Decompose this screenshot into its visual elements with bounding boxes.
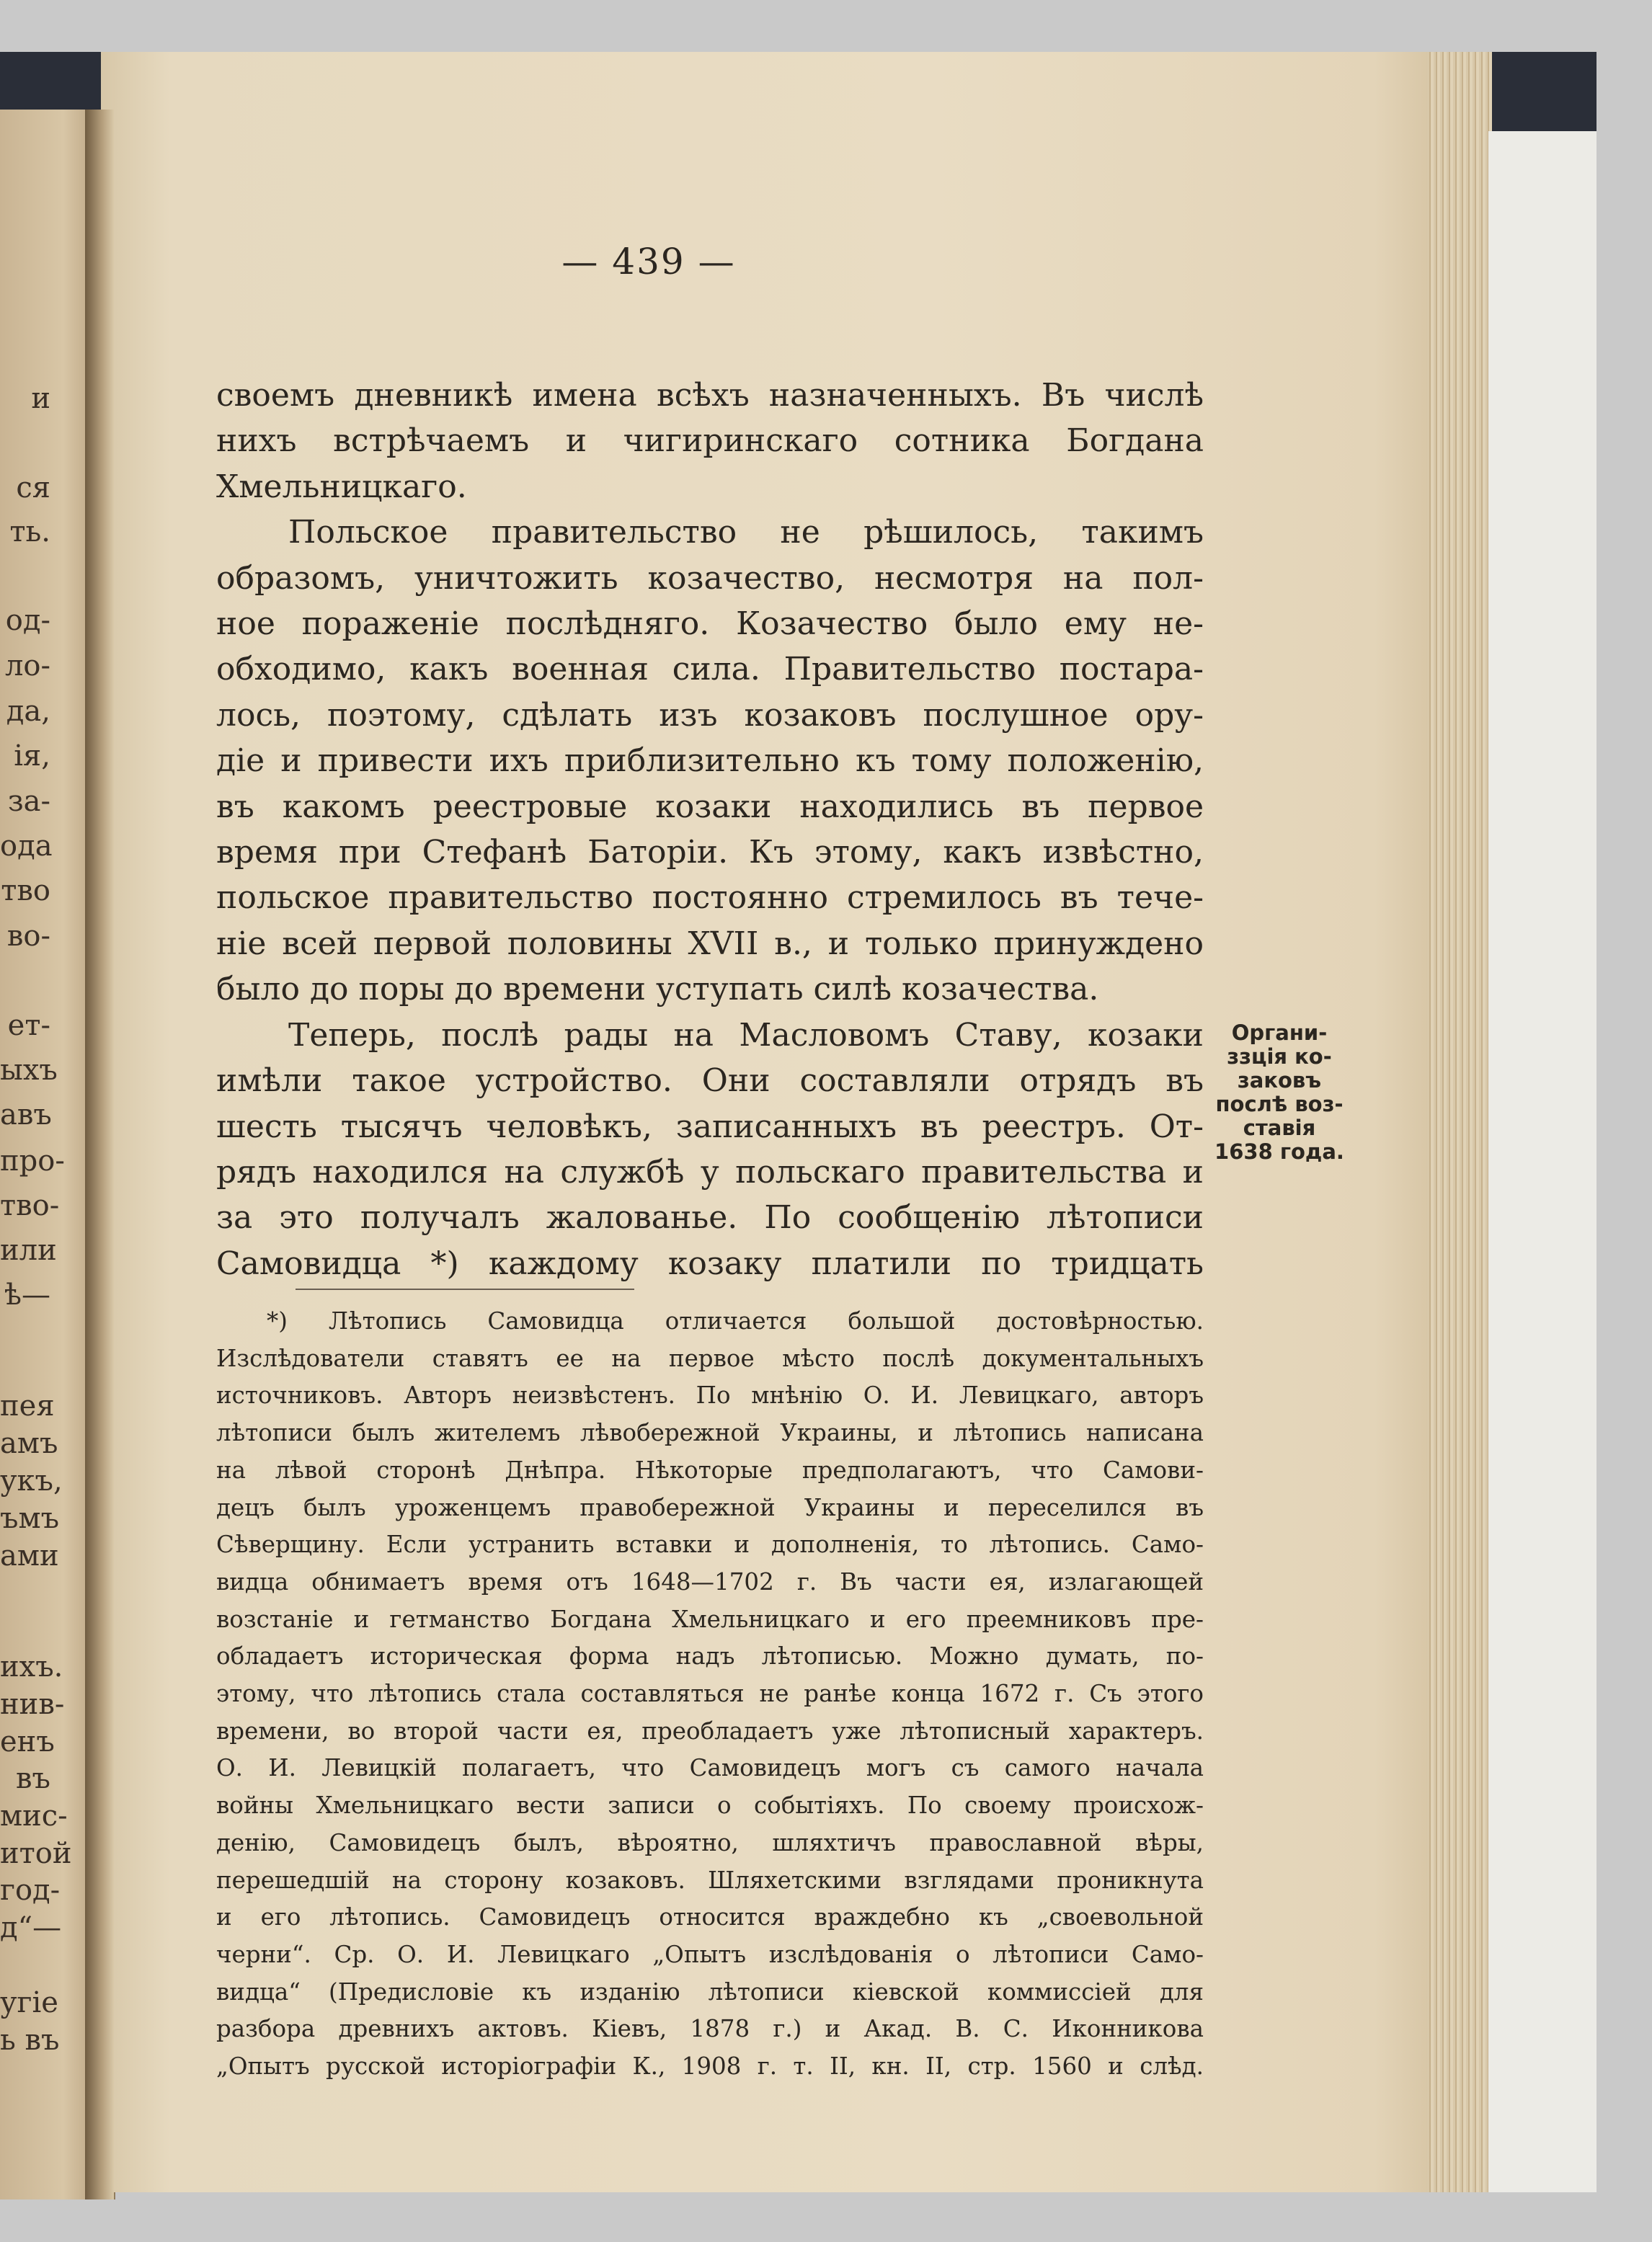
- footnote-line: обладаетъ историческая форма надъ лѣтописью. Можно думать, по-: [216, 1642, 1204, 1671]
- footnote-line: „Опытъ русской исторіографіи К., 1908 г. т. II, кн. II, стр. 1560 и слѣд.: [216, 2052, 1204, 2081]
- margin-note: [1200, 1021, 1359, 1164]
- footnote-line: времени, во второй части ея, преобладаетъ уже лѣтописный характеръ.: [216, 1717, 1204, 1745]
- left-page-fragment: енъ: [0, 1725, 55, 1758]
- left-page-fragment: ихъ.: [0, 1650, 63, 1683]
- left-page-fragment: да,: [6, 695, 50, 728]
- text-line: въ какомъ реестровые козаки находились въ первое: [216, 788, 1204, 825]
- text-line: польское правительство постоянно стремилось въ тече-: [216, 879, 1204, 917]
- left-page-fragment: итой: [0, 1837, 72, 1870]
- left-page-fragment: угіе: [0, 1986, 58, 2019]
- left-page-fragment: или: [0, 1234, 57, 1267]
- left-page-fragment: мис-: [0, 1800, 68, 1833]
- text-line: время при Стефанѣ Баторіи. Къ этому, какъ извѣстно,: [216, 834, 1204, 871]
- left-page-fragment: ет-: [7, 1009, 50, 1042]
- footnote-line: черни“. Ср. О. И. Левицкаго „Опытъ изслѣдованія о лѣтописи Само-: [216, 1940, 1204, 1968]
- text-line: нихъ встрѣчаемъ и чигиринскаго сотника Богдана: [216, 422, 1204, 460]
- footnote-line: и его лѣтопись. Самовидецъ относится враждебно къ „своевольной: [216, 1903, 1204, 1931]
- footnote-line: перешедшій на сторону козаковъ. Шляхетскими взглядами проникнута: [216, 1866, 1204, 1894]
- footnote-line: О. И. Левицкій полагаетъ, что Самовидецъ могъ съ самого начала: [216, 1754, 1204, 1782]
- text-line: Польское правительство не рѣшилось, такимъ: [288, 514, 1204, 551]
- left-page-fragment: од-: [5, 604, 50, 637]
- text-line: ніе всей первой половины XVII в., и только принуждено: [216, 925, 1204, 962]
- margin-note-line: заковъ: [1237, 1068, 1322, 1093]
- footnote-line: видца“ (Предисловіе къ изданію лѣтописи кіевской коммиссіей для: [216, 1978, 1204, 2006]
- footnote-line: Сѣверщину. Если устранить вставки и дополненія, то лѣтопись. Само-: [216, 1531, 1204, 1559]
- text-line: своемъ дневникѣ имена всѣхъ назначенныхъ. Въ числѣ: [216, 377, 1204, 414]
- left-page-fragment: про-: [0, 1144, 65, 1178]
- text-line: имѣли такое устройство. Они составляли отрядъ въ: [216, 1062, 1204, 1100]
- footnote-separator: [296, 1289, 634, 1290]
- footnote-line: децъ былъ уроженцемъ правобережной Украины и переселился въ: [216, 1493, 1204, 1521]
- left-page-fragment: и: [31, 382, 50, 415]
- left-page-fragment: пея: [0, 1389, 55, 1423]
- left-page-fragment: нив-: [0, 1688, 65, 1721]
- left-page-fragment: тво: [1, 874, 50, 907]
- left-page-fragment: укъ,: [0, 1464, 63, 1498]
- left-page-fragment: ло-: [4, 649, 50, 682]
- footnote-line: Изслѣдователи ставятъ ее на первое мѣсто послѣ документальныхъ: [216, 1344, 1204, 1372]
- margin-note-line: Органи-: [1231, 1020, 1328, 1045]
- book-page: [101, 52, 1485, 2192]
- left-page-fragment: ѣ—: [4, 1278, 50, 1312]
- footnote-line: войны Хмельницкаго вести записи о событіяхъ. По своему происхож-: [216, 1792, 1204, 1820]
- text-line: Хмельницкаго.: [216, 468, 467, 505]
- margin-note-line: ззція ко-: [1227, 1044, 1332, 1069]
- left-page-fragment: ода: [0, 829, 53, 863]
- left-page-fragment: ыхъ: [0, 1054, 58, 1087]
- footnote-line: на лѣвой сторонѣ Днѣпра. Нѣкоторые предполагаютъ, что Самови-: [216, 1456, 1204, 1484]
- left-page-fragment: тво-: [0, 1189, 60, 1222]
- footnote-line: этому, что лѣтопись стала составляться не ранѣе конца 1672 г. Съ этого: [216, 1680, 1204, 1708]
- left-page-fragment: за-: [7, 785, 50, 818]
- text-line: за это получалъ жалованье. По сообщенію лѣтописи: [216, 1199, 1204, 1237]
- footnote-line: лѣтописи былъ жителемъ лѣвобережной Украины, и лѣтопись написана: [216, 1419, 1204, 1447]
- footnote-line: видца обнимаетъ время отъ 1648—1702 г. Въ части ея, излагающей: [216, 1567, 1204, 1596]
- left-page-fragment: ся: [16, 471, 50, 504]
- text-line: шесть тысячъ человѣкъ, записанныхъ въ реестръ. От-: [216, 1108, 1204, 1145]
- text-line: образомъ, уничтожить козачество, несмотря на пол-: [216, 559, 1204, 597]
- text-line: Самовидца *) каждому козаку платили по тридцать: [216, 1245, 1204, 1282]
- main-text: [216, 373, 1204, 1286]
- text-line: діе и привести ихъ приблизительно къ тому положенію,: [216, 742, 1204, 780]
- footnote-line: возстаніе и гетманство Богдана Хмельницкаго и его преемниковъ пре-: [216, 1605, 1204, 1633]
- footnote-line: *) Лѣтопись Самовидца отличается большой достовѣрностью.: [267, 1307, 1204, 1335]
- left-page-fragment: въ: [16, 1762, 50, 1795]
- text-line: обходимо, какъ военная сила. Правительство постара-: [216, 651, 1204, 688]
- left-page-fragment: авъ: [0, 1098, 52, 1131]
- left-page-fragment: год-: [0, 1874, 61, 1907]
- left-page-fragment: ь въ: [0, 2024, 60, 2057]
- footnote-line: источниковъ. Авторъ неизвѣстенъ. По мнѣнію О. И. Левицкаго, авторъ: [216, 1382, 1204, 1410]
- margin-note-line: послѣ воз-: [1215, 1092, 1344, 1116]
- page-scan: [0, 52, 1597, 2192]
- left-page-fragment: амъ: [0, 1427, 58, 1460]
- book-gutter: [85, 110, 114, 2199]
- margin-note-line: 1638 года.: [1214, 1139, 1344, 1164]
- footnote: [216, 1303, 1204, 2086]
- text-line: ное пораженіе послѣдняго. Козачество было ему не-: [216, 605, 1204, 643]
- footnote-line: разбора древнихъ актовъ. Кіевъ, 1878 г.) и Акад. В. С. Иконникова: [216, 2015, 1204, 2043]
- text-line: Теперь, послѣ рады на Масловомъ Ставу, козаки: [288, 1016, 1204, 1054]
- text-line: рядъ находился на службѣ у польскаго правительства и: [216, 1153, 1204, 1191]
- background-surface: [1488, 131, 1597, 2192]
- margin-note-line: ставія: [1243, 1116, 1316, 1140]
- text-line: было до поры до времени уступать силѣ козачества.: [216, 971, 1099, 1008]
- left-page-fragment: во-: [6, 920, 50, 953]
- footnote-line: денію, Самовидецъ былъ, вѣроятно, шляхтичъ православной вѣры,: [216, 1828, 1204, 1856]
- page-stack-edge: [1427, 52, 1492, 2192]
- left-page-fragment: ъмъ: [0, 1502, 60, 1535]
- left-page-fragment: д“—: [0, 1911, 62, 1944]
- text-line: лось, поэтому, сдѣлать изъ козаковъ послушное ору-: [216, 696, 1204, 734]
- left-page-fragment: ть.: [9, 515, 50, 548]
- left-page-fragment: ами: [0, 1539, 59, 1572]
- left-page-fragment: ія,: [14, 739, 50, 773]
- page-number: — 439 —: [561, 241, 736, 283]
